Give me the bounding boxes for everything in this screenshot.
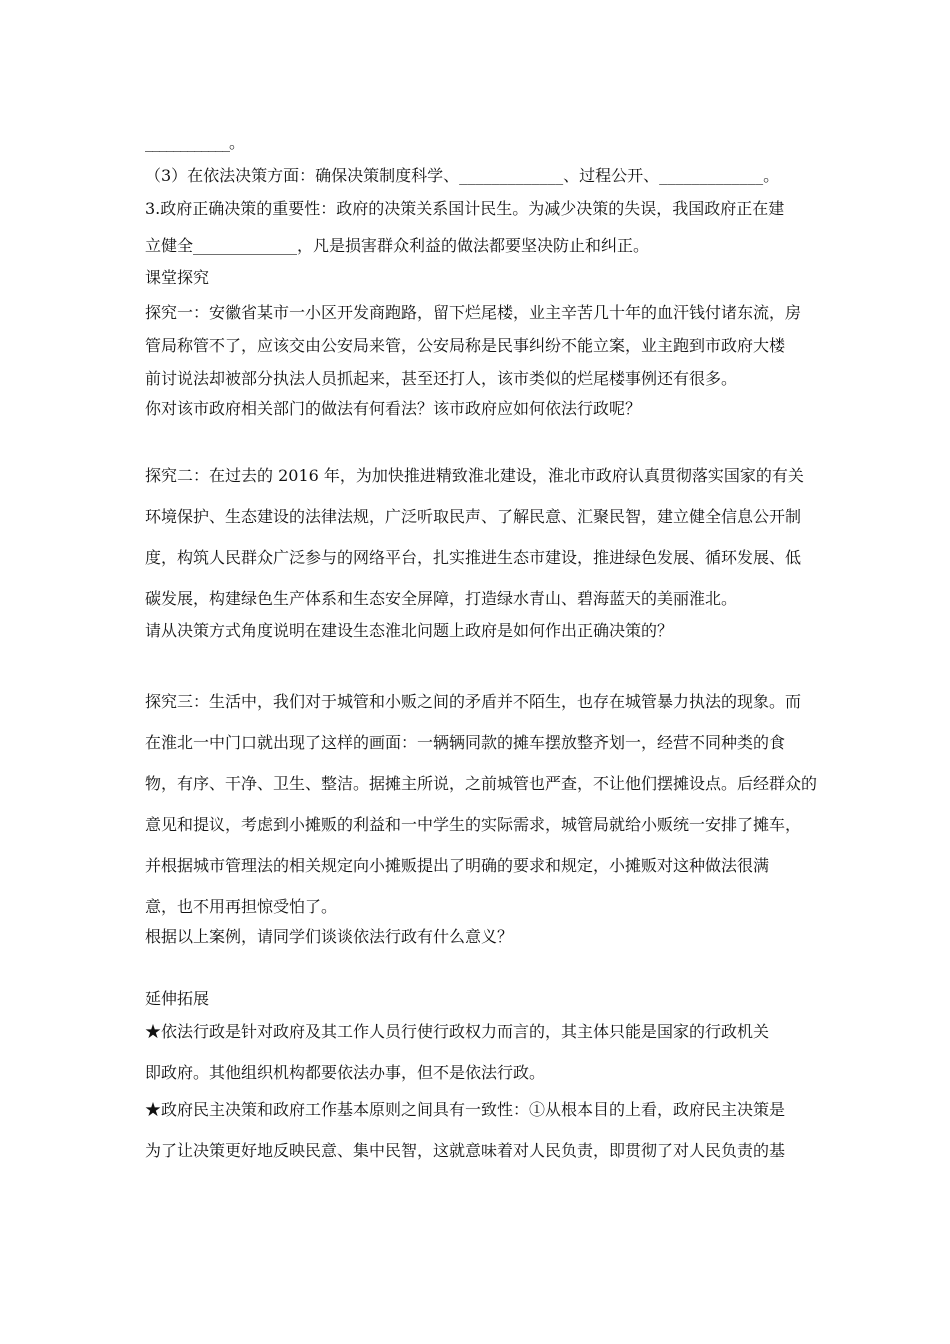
explore-3-line: 在淮北一中门口就出现了这样的画面：一辆辆同款的摊车摆放整齐划一，经营不同种类的食 bbox=[145, 733, 786, 752]
extension-heading: 延伸拓展 bbox=[145, 989, 210, 1008]
explore-1-question: 你对该市政府相关部门的做法有何看法？该市政府应如何依法行政呢？ bbox=[145, 399, 642, 418]
explore-3-line: 意见和提议，考虑到小摊贩的利益和一中学生的实际需求，城管局就给小贩统一安排了摊车， bbox=[145, 815, 802, 834]
explore-3-line: 意，也不用再担惊受怕了。 bbox=[145, 897, 338, 916]
extension-section bbox=[145, 987, 815, 1167]
fill-blank-line: ____________。 bbox=[145, 133, 245, 152]
explore-3-line: 物，有序、干净、卫生、整洁。据摊主所说，之前城管也严查，不让他们摆摊设点。后经群众的 bbox=[145, 774, 818, 793]
extension-point-1-line: 即政府。其他组织机构都要依法办事，但不是依法行政。 bbox=[145, 1063, 546, 1082]
extension-point-2-line: ★政府民主决策和政府工作基本原则之间具有一致性：①从根本目的上看，政府民主决策是 bbox=[145, 1100, 786, 1119]
document-body bbox=[145, 131, 818, 1167]
spacer bbox=[145, 949, 815, 987]
extension-point-1-line: ★依法行政是针对政府及其工作人员行使行政权力而言的，其主体只能是国家的行政机关 bbox=[145, 1022, 770, 1041]
explore-2-line: 碳发展，构建绿色生产体系和生态安全屏障，打造绿水青山、碧海蓝天的美丽淮北。 bbox=[145, 589, 738, 608]
explore-1-line: 管局称管不了，应该交由公安局来管，公安局称是民事纠纷不能立案，业主跑到市政府大楼 bbox=[145, 336, 786, 355]
explore-2 bbox=[145, 459, 815, 643]
explore-1-line: 探究一：安徽省某市一小区开发商跑路，留下烂尾楼，业主辛苦几十年的血汗钱付诸东流，房 bbox=[145, 303, 802, 322]
item-4-line-1: 3.政府正确决策的重要性：政府的决策关系国计民生。为减少决策的失误，我国政府正在建 bbox=[145, 199, 785, 218]
explore-1 bbox=[145, 296, 815, 421]
explore-3-line: 探究三：生活中，我们对于城管和小贩之间的矛盾并不陌生，也存在城管暴力执法的现象。而 bbox=[145, 692, 802, 711]
explore-3 bbox=[145, 685, 818, 949]
explore-3-question: 根据以上案例，请同学们谈谈依法行政有什么意义？ bbox=[145, 927, 514, 946]
spacer bbox=[145, 643, 815, 685]
explore-3-line: 并根据城市管理法的相关规定向小摊贩提出了明确的要求和规定，小摊贩对这种做法很满 bbox=[145, 856, 770, 875]
explore-2-line: 环境保护、生态建设的法律法规，广泛听取民声、了解民意、汇聚民智，建立健全信息公开制 bbox=[145, 507, 802, 526]
item-3-text: （3）在依法决策方面：确保决策制度科学、_____________、过程公开、_____________。 bbox=[145, 166, 780, 185]
explore-2-line: 探究二：在过去的 2016 年，为加快推进精致淮北建设，淮北市政府认真贯彻落实国家的有关 bbox=[145, 466, 804, 485]
extension-point-2-line: 为了让决策更好地反映民意、集中民智，这就意味着对人民负责，即贯彻了对人民负责的基 bbox=[145, 1141, 786, 1160]
item-4-line-2: 立健全_____________，凡是损害群众利益的做法都要坚决防止和纠正。 bbox=[145, 236, 650, 255]
spacer bbox=[145, 421, 815, 459]
classroom-heading: 课堂探究 bbox=[145, 268, 210, 287]
explore-2-line: 度，构筑人民群众广泛参与的网络平台，扎实推进生态市建设，推进绿色发展、循环发展、低 bbox=[145, 548, 802, 567]
explore-2-question: 请从决策方式角度说明在建设生态淮北问题上政府是如何作出正确决策的？ bbox=[145, 621, 674, 640]
explore-1-line: 前讨说法却被部分执法人员抓起来，甚至还打人，该市类似的烂尾楼事例还有很多。 bbox=[145, 369, 738, 388]
